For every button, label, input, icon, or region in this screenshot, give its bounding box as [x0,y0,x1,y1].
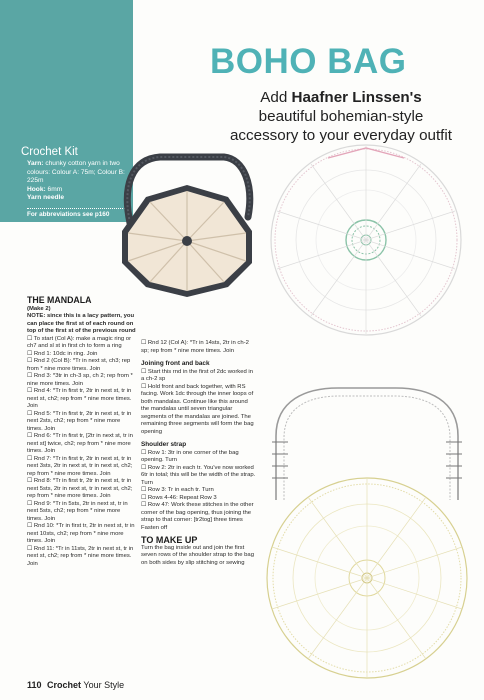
strap-row: ☐ Row 1: 3tr in one corner of the bag opening. Turn [141,449,239,463]
joining-step: ☐ Hold front and back together, with RS facing. Work 1dc through the inner loops of both mandalas. Continue like this around the mandalas until seven triangular segments of the mandalas are joined. The remaining three segments will form the bag opening [141,383,254,435]
pattern-round: ☐ Rnd 11: *Tr in 11sts, 2tr in next st, tr in next st, ch2; rep from * nine more times. Join [27,545,134,567]
standfirst-line3: accessory to your everyday outfit [229,127,452,144]
strap-row: ☐ Row 47: Work these stitches in the other corner of the bag opening, thus joining the strap to that corner: [tr2tog] three times [141,502,254,523]
page-number: 110 [27,680,42,690]
standfirst [206,88,476,145]
strap-heading: Shoulder strap [141,441,187,448]
strap-row: Fasten off [141,524,168,531]
mandala-make: (Make 2) [27,305,51,312]
make-up-text: Turn the bag inside out and join the first seven rows of the shoulder strap to the bag on both sides by slip stitching or sewing [141,544,254,566]
strap-row: ☐ Rows 4-46: Repeat Row 3 [141,494,217,501]
strap-row: ☐ Row 2: 2tr in each tr. You've now worked 6tr in total; this will be the width of the strap. Turn [141,464,256,486]
standfirst-pre: Add [260,89,292,106]
pattern-round: ☐ Rnd 12 (Col A): *Tr in 14sts, 2tr in ch-2 sp; rep from * nine more times. Join [141,340,249,354]
mandala-rows [27,336,137,569]
pattern-round: ☐ Rnd 2 (Col B): *Tr in next st, ch3; rep from * nine more times. Join [27,358,131,372]
hook-text: 6mm [47,185,63,193]
mandala-heading: THE MANDALA [27,295,92,305]
joining-rows [141,369,256,437]
column-mandala [27,297,137,568]
needle-text: Yarn needle [27,194,65,202]
joining-step: ☐ Start this rnd in the first of 2dc worked in a ch-2 sp [141,368,254,382]
pattern-round: ☐ Rnd 9: *Tr in 5sts, 2tr in next st, tr in next 5sts, ch2; rep from * nine more times. Join [27,500,128,522]
column-assembly [141,340,256,567]
bag-photo [112,145,262,297]
mandala-chart-top [268,140,464,340]
hook-label: Hook: [27,185,46,193]
pattern-round: ☐ Rnd 6: *Tr in first tr, [2tr in next st, tr in next st] twice, ch2; rep from * nine more times. Join [27,433,133,454]
mandala-note: NOTE: since this is a lacy pattern, you can place the first st of each round on top of the first st of the previous round [27,313,136,334]
pattern-round: ☐ Rnd 7: *Tr in first tr, 2tr in next st, tr in next 3sts, 2tr in next st, tr in next st, ch2; rep from * nine more times. Join [27,455,133,477]
magazine-name-suffix: Your Style [83,680,125,690]
pattern-round: ☐ Rnd 4: *Tr in first tr, 2tr in next st, tr in next st, ch2; rep from * nine more times. Join [27,388,132,409]
designer-name: Haafner Linssen's [291,89,422,106]
bag-chart-bottom [262,382,472,682]
round-12-rows [141,340,256,355]
abbreviations-note: For abbreviations see p160 [27,211,110,218]
yarn-text: chunky cotton yarn in two colours: Colour A: 75m; Colour B: 225m [27,160,125,185]
joining-heading: Joining front and back [141,360,210,367]
pattern-round: ☐ Rnd 1: 10dc in ring. Join [27,350,98,357]
strap-rows [141,450,256,533]
strap-row: ☐ Row 3: Tr in each tr. Turn [141,487,214,493]
pattern-round: ☐ Rnd 10: *Tr in first tr, 2tr in next st, tr in next 10sts, ch2; rep from * nine more times. Join [27,523,135,544]
pattern-round: ☐ Rnd 5: *Tr in first tr, 2tr in next st, tr in next 2sts, ch2; rep from * nine more times. Join [27,410,132,432]
standfirst-line2: beautiful bohemian-style [258,108,424,125]
magazine-name: Crochet [47,680,82,690]
pattern-round: ☐ To start (Col A): make a magic ring or ch7 and sl st in first ch to form a ring [27,335,132,349]
pattern-round: ☐ Rnd 3: *3tr in ch-3 sp, ch 2; rep from * nine more times. Join [27,373,133,387]
kit-title: Crochet Kit [21,146,78,158]
page-footer [27,680,124,690]
yarn-label: Yarn: [27,160,44,167]
page-title: BOHO BAG [210,42,407,81]
pattern-round: ☐ Rnd 8: *Tr in first tr, 2tr in next st, tr in next 5sts, 2tr in next st, tr in next st, ch2; rep from * nine more times. Join [27,478,133,499]
make-up-heading: TO MAKE UP [141,535,198,545]
